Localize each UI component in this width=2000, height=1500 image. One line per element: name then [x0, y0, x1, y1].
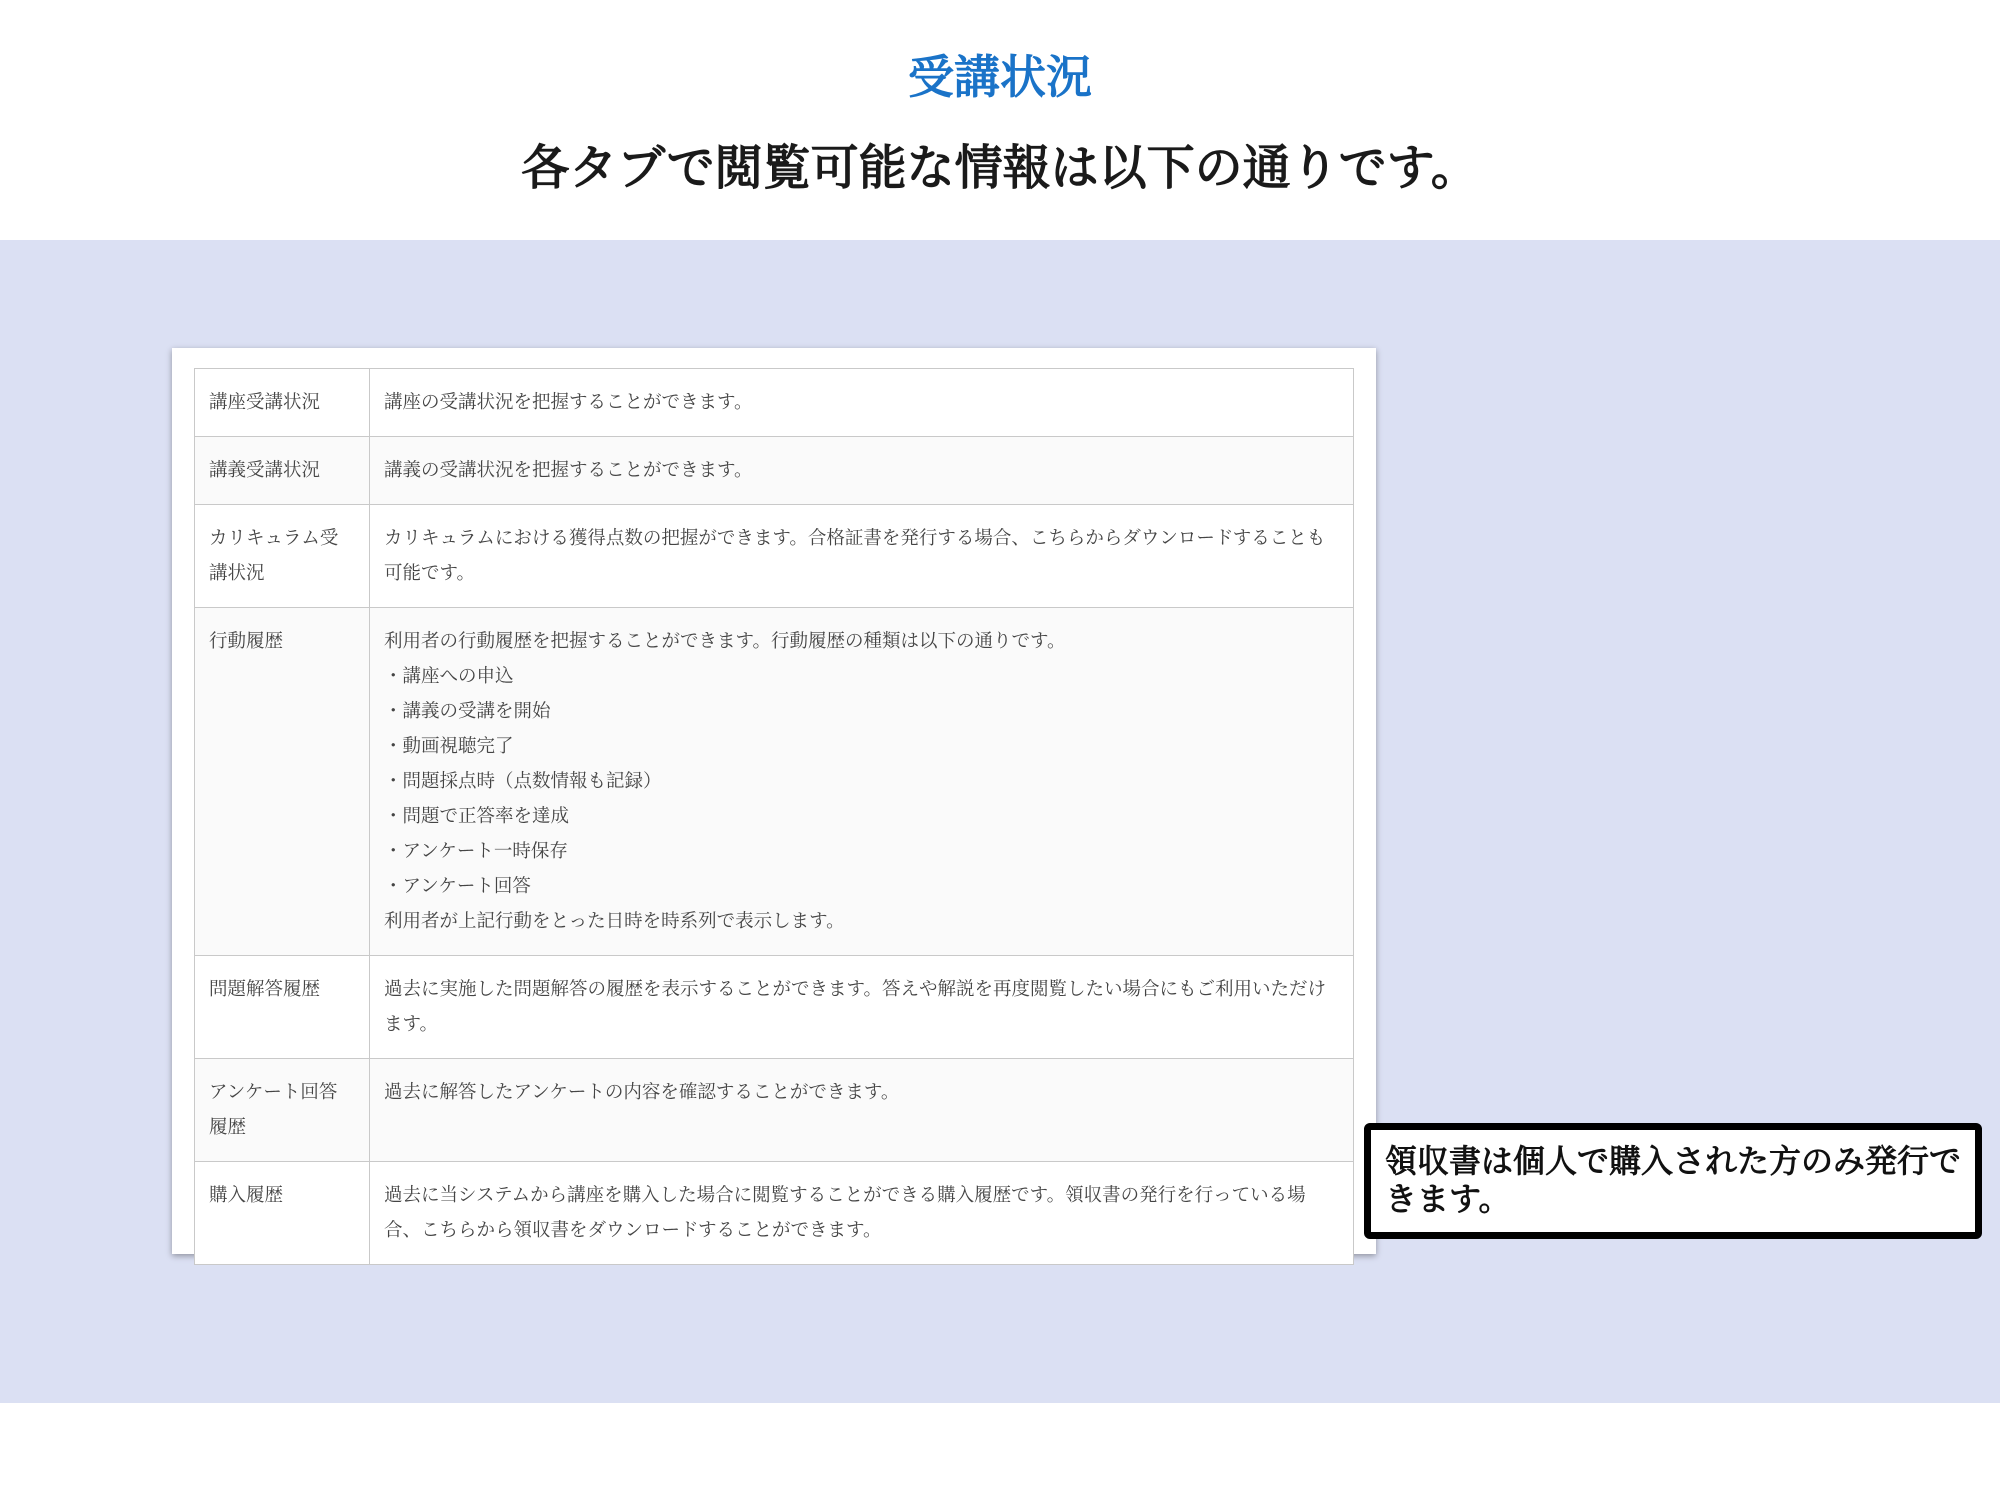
row-description	[370, 1059, 1354, 1162]
description-line: 講座の受講状況を把握することができます。	[384, 392, 753, 413]
bullet-item: ・アンケート一時保存	[384, 841, 568, 862]
row-label: 行動履歴	[195, 608, 370, 956]
row-label: 講義受講状況	[195, 437, 370, 505]
table-row	[195, 1059, 1354, 1162]
row-label: 講座受講状況	[195, 369, 370, 437]
bullet-item: ・問題採点時（点数情報も記録）	[384, 771, 662, 792]
bullet-item: ・動画視聴完了	[384, 736, 514, 757]
receipt-note-callout: 領収書は個人で購入された方のみ発行できます。	[1364, 1123, 1982, 1239]
row-label: カリキュラム受講状況	[195, 505, 370, 608]
table-row	[195, 1162, 1354, 1265]
bullet-item: ・講座への申込	[384, 666, 514, 687]
row-description	[370, 505, 1354, 608]
row-description	[370, 608, 1354, 956]
description-line: カリキュラムにおける獲得点数の把握ができます。合格証書を発行する場合、こちらからダウンロードすることも可能です。	[384, 528, 1326, 584]
row-label: アンケート回答履歴	[195, 1059, 370, 1162]
slide-title: 受講状況	[908, 50, 1092, 104]
slide-subtitle: 各タブで閲覧可能な情報は以下の通りです。	[521, 140, 1479, 196]
info-table	[194, 368, 1354, 1265]
bullet-item: ・アンケート回答	[384, 876, 531, 897]
row-description	[370, 437, 1354, 505]
row-description	[370, 956, 1354, 1059]
row-label: 購入履歴	[195, 1162, 370, 1265]
row-description	[370, 369, 1354, 437]
description-line: 利用者が上記行動をとった日時を時系列で表示します。	[384, 911, 845, 932]
description-line: 利用者の行動履歴を把握することができます。行動履歴の種類は以下の通りです。	[384, 631, 1066, 652]
description-line: 過去に当システムから講座を購入した場合に閲覧することができる購入履歴です。領収書の発行を行っている場合、こちらから領収書をダウンロードすることができます。	[384, 1185, 1306, 1241]
table-row	[195, 369, 1354, 437]
row-description	[370, 1162, 1354, 1265]
row-label: 問題解答履歴	[195, 956, 370, 1059]
description-line: 過去に実施した問題解答の履歴を表示することができます。答えや解説を再度閲覧したい場合にもご利用いただけます。	[384, 979, 1327, 1035]
table-row	[195, 505, 1354, 608]
table-row	[195, 437, 1354, 505]
table-row	[195, 608, 1354, 956]
bullet-item: ・講義の受講を開始	[384, 701, 551, 722]
info-table-panel	[172, 348, 1376, 1254]
description-line: 講義の受講状況を把握することができます。	[384, 460, 753, 481]
description-line: 過去に解答したアンケートの内容を確認することができます。	[384, 1082, 900, 1103]
table-row	[195, 956, 1354, 1059]
bullet-item: ・問題で正答率を達成	[384, 806, 570, 827]
